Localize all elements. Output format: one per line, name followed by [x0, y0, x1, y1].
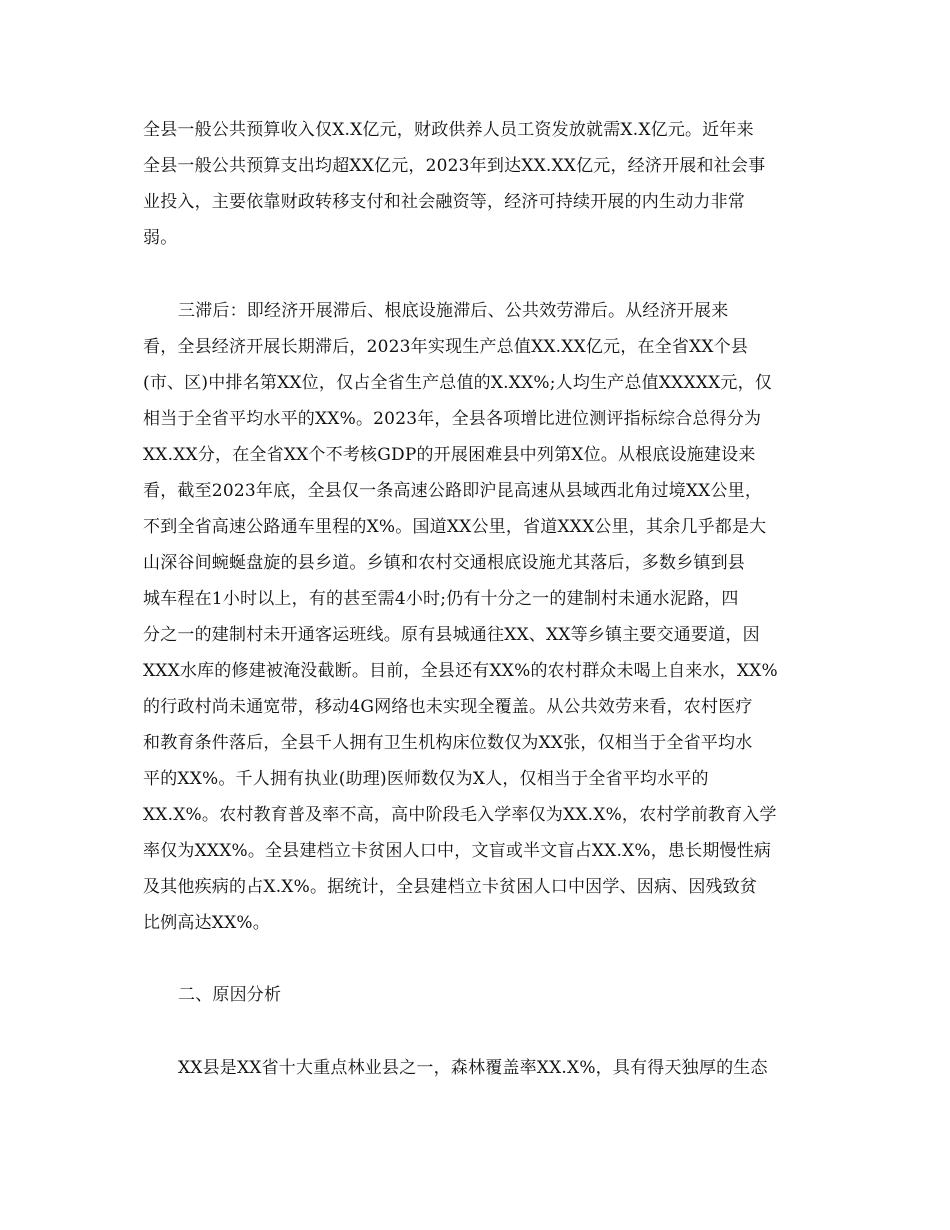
paragraph-1-line-1: 全县一般公共预算收入仅X.X亿元，财政供养人员工资发放就需X.X亿元。近年来 [143, 120, 754, 140]
paragraph-1-line-3: 业投入，主要依靠财政转移支付和社会融资等，经济可持续开展的内生动力非常 [143, 192, 745, 212]
paragraph-2-line-17: 及其他疾病的占X.X%。据统计，全县建档立卡贫困人口中因学、因病、因残致贫 [143, 877, 758, 897]
section-heading: 二、原因分析 [178, 985, 282, 1005]
paragraph-2-line-7: 不到全省高速公路通车里程的X%。国道XX公里，省道XXX公里，其余几乎都是大 [143, 517, 767, 537]
paragraph-2-line-9: 城车程在1小时以上，有的甚至需4小时;仍有十分之一的建制村未通水泥路，四 [143, 589, 739, 609]
paragraph-2-line-11: XXX水库的修建被淹没截断。目前，全县还有XX%的农村群众未喝上自来水，XX% [143, 661, 778, 681]
paragraph-3-line-1: XX县是XX省十大重点林业县之一，森林覆盖率XX.X%，具有得天独厚的生态 [178, 1058, 768, 1078]
paragraph-2-line-1: 三滞后：即经济开展滞后、根底设施滞后、公共效劳滞后。从经济开展来 [178, 301, 729, 321]
paragraph-1-line-2: 全县一般公共预算支出均超XX亿元，2023年到达XX.XX亿元，经济开展和社会事 [143, 156, 766, 176]
paragraph-2-line-3: (市、区)中排名第XX位，仅占全省生产总值的X.XX%;人均生产总值XXXXX元，仅 [143, 373, 772, 393]
paragraph-2-line-15: XX.X%。农村教育普及率不高，高中阶段毛入学率仅为XX.X%，农村学前教育入学 [143, 805, 777, 825]
paragraph-2-line-12: 的行政村尚未通宽带，移动4G网络也未实现全覆盖。从公共效劳来看，农村医疗 [143, 697, 753, 717]
paragraph-2-line-18: 比例高达XX%。 [143, 913, 270, 933]
paragraph-2-line-16: 率仅为XXX%。全县建档立卡贫困人口中，文盲或半文盲占XX.X%，患长期慢性病 [143, 841, 772, 861]
paragraph-2-line-13: 和教育条件落后，全县千人拥有卫生机构床位数仅为XX张，仅相当于全省平均水 [143, 733, 753, 753]
paragraph-2-line-4: 相当于全省平均水平的XX%。2023年，全县各项增比进位测评指标综合总得分为 [143, 409, 762, 429]
paragraph-2-line-8: 山深谷间蜿蜒盘旋的县乡道。乡镇和农村交通根底设施尤其落后，多数乡镇到县 [143, 553, 745, 573]
paragraph-1-line-4: 弱。 [143, 228, 178, 248]
paragraph-2-line-2: 看，全县经济开展长期滞后，2023年实现生产总值XX.XX亿元，在全省XX个县 [143, 337, 749, 357]
paragraph-2-line-5: XX.XX分，在全省XX个不考核GDP的开展困难县中列第X位。从根底设施建设来 [143, 445, 756, 465]
paragraph-2-line-10: 分之一的建制村未开通客运班线。原有县城通往XX、XX等乡镇主要交通要道，因 [143, 625, 760, 645]
paragraph-2-line-6: 看，截至2023年底，全县仅一条高速公路即沪昆高速从县域西北角过境XX公里， [143, 481, 763, 501]
paragraph-2-line-14: 平的XX%。千人拥有执业(助理)医师数仅为X人，仅相当于全省平均水平的 [143, 769, 709, 789]
